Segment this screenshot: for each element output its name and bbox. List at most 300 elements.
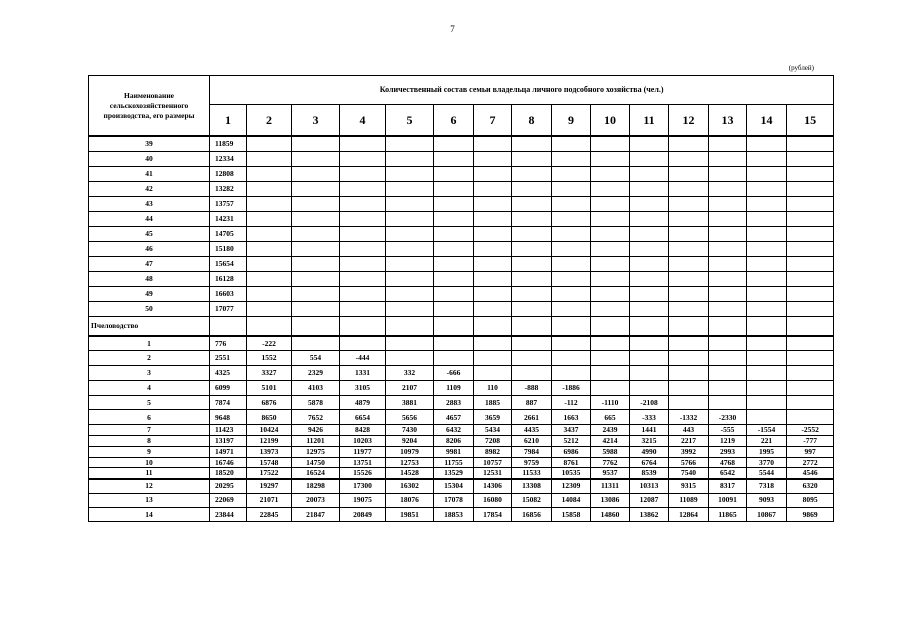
table-cell — [747, 151, 787, 166]
table-cell — [669, 241, 709, 256]
table-cell — [512, 366, 552, 381]
table-cell — [591, 226, 630, 241]
table-cell — [747, 181, 787, 196]
table-cell — [552, 226, 591, 241]
table-cell: 4214 — [591, 436, 630, 447]
table-cell: 2772 — [787, 457, 834, 468]
table-cell — [630, 271, 669, 286]
table-cell — [434, 316, 474, 336]
table-cell — [512, 226, 552, 241]
table-cell — [669, 301, 709, 316]
table-cell: 7318 — [747, 479, 787, 493]
table-cell — [591, 301, 630, 316]
table-cell — [292, 196, 340, 211]
table-row — [89, 196, 834, 211]
table-cell — [292, 181, 340, 196]
table-cell — [709, 181, 747, 196]
table-cell — [591, 166, 630, 181]
table-cell: 9759 — [512, 457, 552, 468]
table-cell — [787, 271, 834, 286]
table-cell — [787, 366, 834, 381]
table-cell — [709, 226, 747, 241]
table-cell: -1332 — [669, 410, 709, 425]
table-cell — [292, 136, 340, 151]
table-cell: 13973 — [247, 446, 292, 457]
table-cell: 15082 — [512, 493, 552, 507]
table-cell — [247, 301, 292, 316]
table-cell — [630, 151, 669, 166]
row-label: 41 — [89, 166, 210, 181]
table-cell — [512, 316, 552, 336]
table-cell: 4325 — [210, 366, 247, 381]
table-row — [89, 211, 834, 226]
table-cell: 11977 — [340, 446, 386, 457]
table-cell — [787, 151, 834, 166]
table-row — [89, 410, 834, 425]
table-cell — [630, 181, 669, 196]
table-cell — [787, 256, 834, 271]
table-cell: 5988 — [591, 446, 630, 457]
table-cell — [386, 316, 434, 336]
table-cell — [709, 241, 747, 256]
table-cell: 1552 — [247, 351, 292, 366]
table-cell — [787, 196, 834, 211]
column-number-header: 10 — [591, 105, 630, 137]
table-cell — [787, 301, 834, 316]
table-cell — [474, 241, 512, 256]
table-cell — [787, 286, 834, 301]
table-cell — [630, 351, 669, 366]
table-cell: 997 — [787, 446, 834, 457]
table-cell — [787, 395, 834, 410]
row-label: 13 — [89, 493, 210, 507]
row-label: 39 — [89, 136, 210, 151]
table-cell — [247, 226, 292, 241]
table-cell: 8982 — [474, 446, 512, 457]
table-cell: 8428 — [340, 425, 386, 436]
table-cell — [709, 136, 747, 151]
table-cell — [474, 316, 512, 336]
table-cell — [340, 136, 386, 151]
table-row — [89, 136, 834, 151]
table-cell — [747, 196, 787, 211]
table-cell — [512, 286, 552, 301]
table-cell — [709, 151, 747, 166]
table-cell — [669, 286, 709, 301]
table-cell: -555 — [709, 425, 747, 436]
table-cell — [512, 151, 552, 166]
table-cell: 13862 — [630, 507, 669, 521]
table-cell: 4768 — [709, 457, 747, 468]
table-cell: -777 — [787, 436, 834, 447]
row-label: 49 — [89, 286, 210, 301]
table-cell: 2993 — [709, 446, 747, 457]
row-label: 45 — [89, 226, 210, 241]
table-cell — [630, 211, 669, 226]
table-cell — [591, 151, 630, 166]
table-cell: 665 — [591, 410, 630, 425]
table-cell: 9869 — [787, 507, 834, 521]
table-cell — [591, 271, 630, 286]
table-cell: 14705 — [210, 226, 247, 241]
table-cell — [552, 366, 591, 381]
table-cell: 17300 — [340, 479, 386, 493]
table-cell — [669, 196, 709, 211]
table-cell: 15654 — [210, 256, 247, 271]
table-cell — [630, 226, 669, 241]
table-cell — [591, 241, 630, 256]
table-cell: 2661 — [512, 410, 552, 425]
table-row — [89, 151, 834, 166]
table-cell: -1554 — [747, 425, 787, 436]
table-cell: 776 — [210, 336, 247, 351]
table-cell: 5766 — [669, 457, 709, 468]
table-row — [89, 241, 834, 256]
table-cell: 15748 — [247, 457, 292, 468]
table-cell: 2439 — [591, 425, 630, 436]
table-cell: 14860 — [591, 507, 630, 521]
table-cell — [630, 286, 669, 301]
table-cell — [340, 196, 386, 211]
table-cell: 2883 — [434, 395, 474, 410]
table-cell — [512, 301, 552, 316]
table-row — [89, 479, 834, 493]
table-cell: 2551 — [210, 351, 247, 366]
table-cell: 13757 — [210, 196, 247, 211]
table-cell — [552, 151, 591, 166]
table-cell: 16603 — [210, 286, 247, 301]
row-label: 2 — [89, 351, 210, 366]
table-cell: 15180 — [210, 241, 247, 256]
table-cell — [474, 166, 512, 181]
table-cell: 4546 — [787, 468, 834, 479]
table-cell — [591, 336, 630, 351]
table-cell: 3105 — [340, 380, 386, 395]
table-cell: 17522 — [247, 468, 292, 479]
table-cell — [709, 271, 747, 286]
table-cell: 12334 — [210, 151, 247, 166]
table-cell — [292, 151, 340, 166]
table-cell — [386, 286, 434, 301]
table-cell — [474, 196, 512, 211]
table-row — [89, 301, 834, 316]
table-cell: 7430 — [386, 425, 434, 436]
table-cell: 6876 — [247, 395, 292, 410]
row-label: 44 — [89, 211, 210, 226]
table-cell — [747, 301, 787, 316]
table-cell — [630, 166, 669, 181]
table-cell: 14306 — [474, 479, 512, 493]
table-cell — [292, 316, 340, 336]
table-cell: -666 — [434, 366, 474, 381]
table-cell: 10424 — [247, 425, 292, 436]
table-cell: 5434 — [474, 425, 512, 436]
table-cell — [630, 136, 669, 151]
table-cell — [630, 256, 669, 271]
table-cell — [591, 256, 630, 271]
table-cell — [787, 380, 834, 395]
table-cell: 5544 — [747, 468, 787, 479]
column-number-header: 8 — [512, 105, 552, 137]
column-number-header: 3 — [292, 105, 340, 137]
table-cell — [747, 136, 787, 151]
table-cell: 3215 — [630, 436, 669, 447]
table-cell — [474, 136, 512, 151]
table-cell — [386, 271, 434, 286]
units-note: (рублей) — [788, 64, 814, 72]
row-label: 42 — [89, 181, 210, 196]
table-cell: 4990 — [630, 446, 669, 457]
table-cell — [630, 380, 669, 395]
table-cell — [552, 351, 591, 366]
table-cell: 6654 — [340, 410, 386, 425]
table-cell — [552, 211, 591, 226]
table-cell: 10313 — [630, 479, 669, 493]
row-label: 4 — [89, 380, 210, 395]
table-cell — [386, 256, 434, 271]
table-cell — [512, 166, 552, 181]
table-cell: -2552 — [787, 425, 834, 436]
table-cell — [709, 301, 747, 316]
column-number-header: 1 — [210, 105, 247, 137]
table-cell — [630, 366, 669, 381]
table-cell — [340, 256, 386, 271]
row-label: 14 — [89, 507, 210, 521]
table-cell — [386, 166, 434, 181]
table-cell: 22069 — [210, 493, 247, 507]
table-cell — [552, 316, 591, 336]
table-cell — [747, 395, 787, 410]
table-cell — [669, 256, 709, 271]
table-cell — [787, 316, 834, 336]
table-cell: 3437 — [552, 425, 591, 436]
table-cell: 332 — [386, 366, 434, 381]
table-cell: 18520 — [210, 468, 247, 479]
table-cell: 14971 — [210, 446, 247, 457]
table-cell — [247, 211, 292, 226]
table-cell: 6099 — [210, 380, 247, 395]
table-cell: 3327 — [247, 366, 292, 381]
table-cell: 20849 — [340, 507, 386, 521]
table-cell — [474, 226, 512, 241]
table-cell — [340, 271, 386, 286]
table-cell — [386, 211, 434, 226]
table-cell: 10757 — [474, 457, 512, 468]
table-cell: 3881 — [386, 395, 434, 410]
table-cell: 3659 — [474, 410, 512, 425]
table-cell: 110 — [474, 380, 512, 395]
table-cell: -1110 — [591, 395, 630, 410]
table-cell: 8761 — [552, 457, 591, 468]
table-cell: 17078 — [434, 493, 474, 507]
table-cell — [591, 366, 630, 381]
table-cell — [630, 196, 669, 211]
table-cell — [386, 226, 434, 241]
table-cell — [669, 136, 709, 151]
table-cell: 16128 — [210, 271, 247, 286]
table-cell — [552, 336, 591, 351]
table-cell: 7540 — [669, 468, 709, 479]
column-number-header: 9 — [552, 105, 591, 137]
table-cell — [591, 286, 630, 301]
row-label: 46 — [89, 241, 210, 256]
column-number-header: 13 — [709, 105, 747, 137]
table-cell — [747, 271, 787, 286]
header-name-column: Наименование сельскохозяйственного производства, его размеры — [89, 76, 210, 137]
table-cell — [787, 166, 834, 181]
table-cell: 5656 — [386, 410, 434, 425]
table-cell — [386, 351, 434, 366]
table-cell — [247, 196, 292, 211]
table-cell: -2330 — [709, 410, 747, 425]
table-cell — [630, 241, 669, 256]
table-cell: 12864 — [669, 507, 709, 521]
table-cell: 6432 — [434, 425, 474, 436]
table-cell — [787, 336, 834, 351]
table-row — [89, 286, 834, 301]
table-cell: 7208 — [474, 436, 512, 447]
table-row — [89, 446, 834, 457]
table-cell — [552, 286, 591, 301]
section-label: Пчеловодство — [89, 316, 210, 336]
table-cell: 12808 — [210, 166, 247, 181]
table-cell: 2329 — [292, 366, 340, 381]
table-cell — [552, 256, 591, 271]
table-cell: 1995 — [747, 446, 787, 457]
table-cell: 13086 — [591, 493, 630, 507]
table-row — [89, 181, 834, 196]
table-cell: 20073 — [292, 493, 340, 507]
table-cell: 15526 — [340, 468, 386, 479]
table-cell — [669, 395, 709, 410]
table-cell: 9426 — [292, 425, 340, 436]
table-cell — [434, 226, 474, 241]
table-cell: 13529 — [434, 468, 474, 479]
table-cell: 1663 — [552, 410, 591, 425]
row-label: 6 — [89, 410, 210, 425]
table-cell — [709, 366, 747, 381]
table-cell — [292, 241, 340, 256]
table-cell — [709, 286, 747, 301]
table-cell — [474, 181, 512, 196]
row-label: 1 — [89, 336, 210, 351]
table-cell: 11201 — [292, 436, 340, 447]
table-cell — [630, 301, 669, 316]
row-label: 11 — [89, 468, 210, 479]
table-cell: 2107 — [386, 380, 434, 395]
table-cell: 14528 — [386, 468, 434, 479]
table-cell — [591, 211, 630, 226]
table-cell — [292, 166, 340, 181]
table-cell — [340, 211, 386, 226]
table-cell: 19075 — [340, 493, 386, 507]
table-cell — [247, 151, 292, 166]
table-cell — [247, 166, 292, 181]
table-cell — [747, 351, 787, 366]
table-row — [89, 436, 834, 447]
table-cell: 23844 — [210, 507, 247, 521]
table-cell: 10535 — [552, 468, 591, 479]
table-cell: 4657 — [434, 410, 474, 425]
table-cell — [669, 380, 709, 395]
table-cell — [747, 166, 787, 181]
table-cell: 12309 — [552, 479, 591, 493]
table-cell — [709, 351, 747, 366]
column-number-header: 12 — [669, 105, 709, 137]
table-cell — [552, 196, 591, 211]
table-cell — [787, 226, 834, 241]
table-cell — [552, 271, 591, 286]
table-cell: 11859 — [210, 136, 247, 151]
table-cell: 18298 — [292, 479, 340, 493]
table-cell: 6210 — [512, 436, 552, 447]
row-label: 9 — [89, 446, 210, 457]
table-cell — [512, 351, 552, 366]
table-cell: 13308 — [512, 479, 552, 493]
table-cell — [591, 380, 630, 395]
table-row — [89, 493, 834, 507]
table-cell — [669, 151, 709, 166]
table-cell: 9981 — [434, 446, 474, 457]
table-cell — [669, 166, 709, 181]
table-cell: 5212 — [552, 436, 591, 447]
table-cell: -2108 — [630, 395, 669, 410]
table-cell — [709, 256, 747, 271]
table-cell: 15304 — [434, 479, 474, 493]
table-cell: 17077 — [210, 301, 247, 316]
table-cell — [747, 226, 787, 241]
table-cell: 11865 — [709, 507, 747, 521]
table-cell: 7762 — [591, 457, 630, 468]
table-cell — [552, 241, 591, 256]
table-cell: 16746 — [210, 457, 247, 468]
table-cell — [340, 181, 386, 196]
column-number-header: 2 — [247, 105, 292, 137]
table-cell: 19297 — [247, 479, 292, 493]
table-cell: 15858 — [552, 507, 591, 521]
table-cell — [247, 286, 292, 301]
table-cell — [474, 301, 512, 316]
table-row — [89, 226, 834, 241]
table-cell: -112 — [552, 395, 591, 410]
table-row — [89, 457, 834, 468]
table-cell — [709, 166, 747, 181]
table-cell: -444 — [340, 351, 386, 366]
table-cell — [386, 196, 434, 211]
table-cell — [747, 366, 787, 381]
table-cell — [434, 336, 474, 351]
table-cell: 8206 — [434, 436, 474, 447]
table-cell: 221 — [747, 436, 787, 447]
table-cell — [247, 241, 292, 256]
table-cell — [292, 286, 340, 301]
table-cell — [787, 136, 834, 151]
table-cell: 11311 — [591, 479, 630, 493]
table-cell: 6542 — [709, 468, 747, 479]
table-cell — [669, 336, 709, 351]
table-cell: 3992 — [669, 446, 709, 457]
table-cell — [386, 241, 434, 256]
table-cell — [787, 211, 834, 226]
table-cell: 10091 — [709, 493, 747, 507]
table-cell — [591, 316, 630, 336]
table-cell — [340, 166, 386, 181]
table-row — [89, 366, 834, 381]
row-label: 48 — [89, 271, 210, 286]
table-row — [89, 425, 834, 436]
table-cell: 2217 — [669, 436, 709, 447]
table-cell: 16524 — [292, 468, 340, 479]
